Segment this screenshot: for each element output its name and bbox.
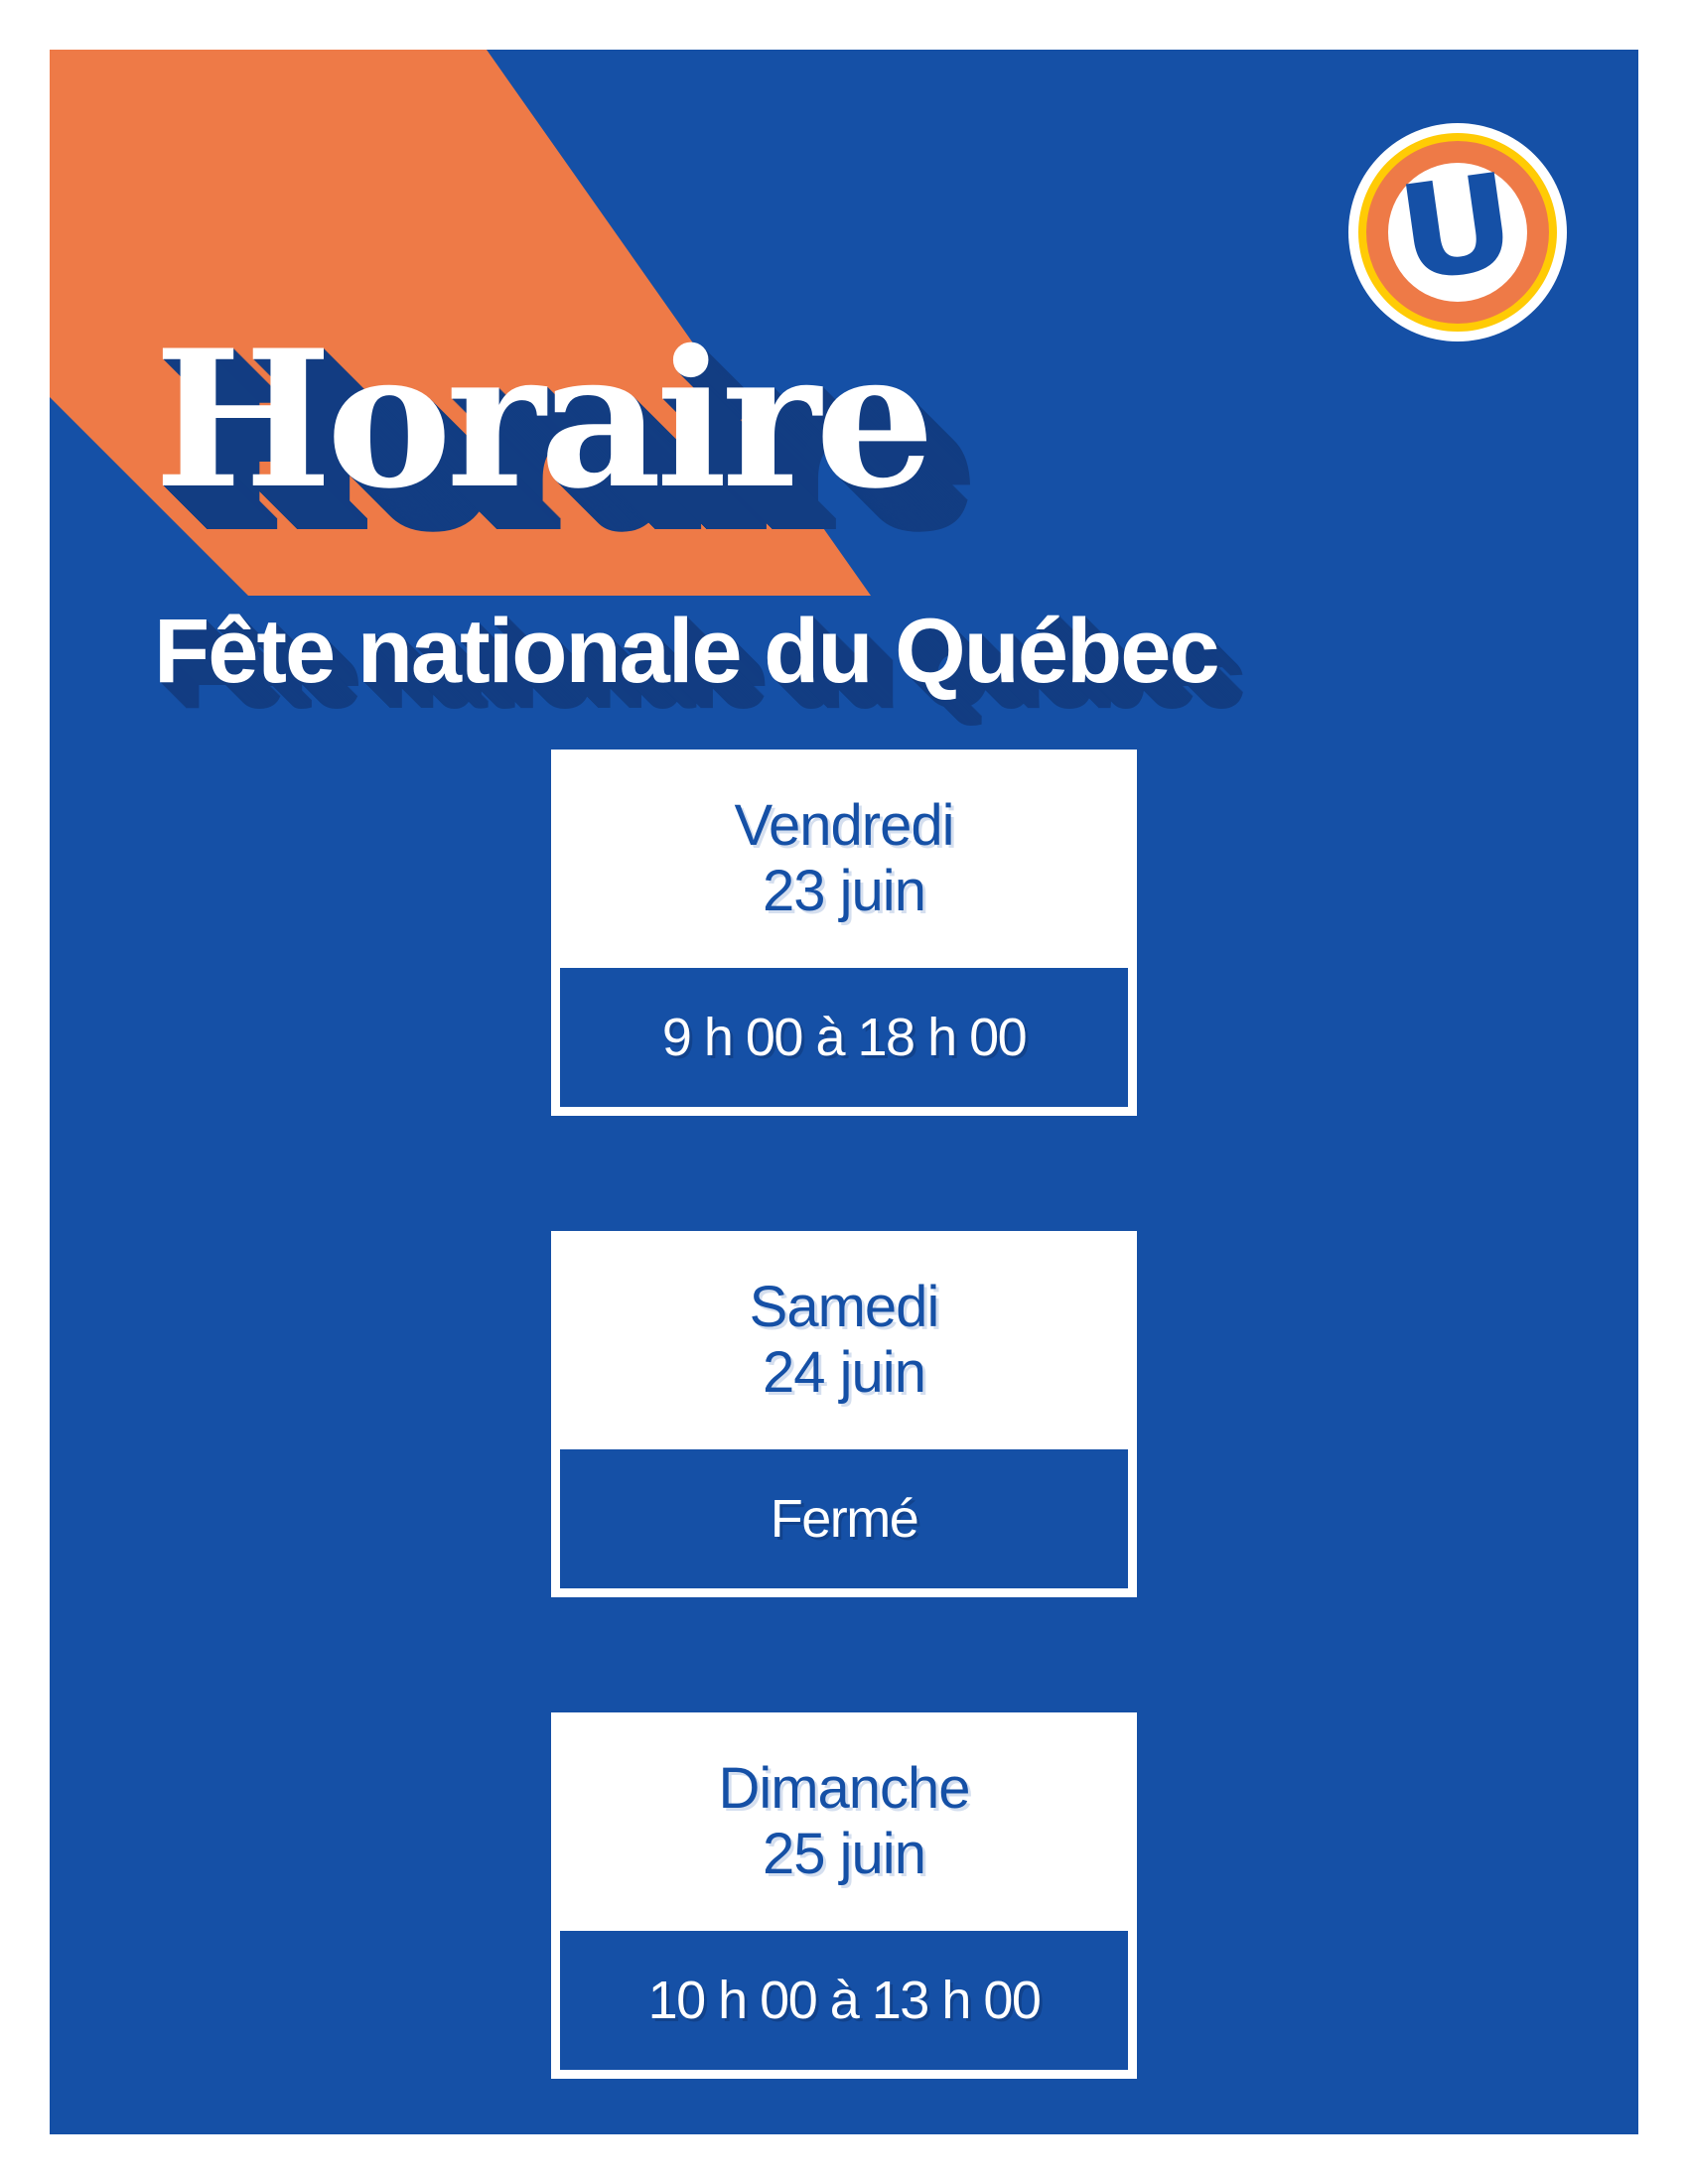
- uniprix-logo: [1348, 123, 1567, 341]
- date-label: 23 juin: [763, 859, 925, 923]
- schedule-card-saturday: [551, 1231, 1137, 1597]
- schedule-card-sunday: [551, 1712, 1137, 2079]
- card-day-section: [560, 1712, 1128, 1931]
- date-label: 24 juin: [763, 1340, 925, 1405]
- hours-label: 9 h 00 à 18 h 00: [661, 1008, 1027, 1067]
- hours-label: Fermé: [770, 1489, 918, 1549]
- blue-panel: [50, 50, 1638, 2134]
- card-hours-bar: [560, 1931, 1128, 2070]
- card-day-section: [560, 750, 1128, 968]
- page-subtitle: Fête nationale du Québec: [154, 601, 1218, 702]
- day-label: Samedi: [749, 1275, 939, 1339]
- day-label: Vendredi: [734, 793, 954, 858]
- hours-label: 10 h 00 à 13 h 00: [647, 1971, 1041, 2030]
- schedule-card-friday: [551, 750, 1137, 1116]
- uniprix-u-mark: U: [1389, 144, 1525, 313]
- date-label: 25 juin: [763, 1822, 925, 1886]
- page-title: Horaire: [154, 309, 929, 530]
- card-hours-bar: [560, 1449, 1128, 1588]
- card-hours-bar: [560, 968, 1128, 1107]
- day-label: Dimanche: [718, 1756, 970, 1821]
- card-day-section: [560, 1231, 1128, 1449]
